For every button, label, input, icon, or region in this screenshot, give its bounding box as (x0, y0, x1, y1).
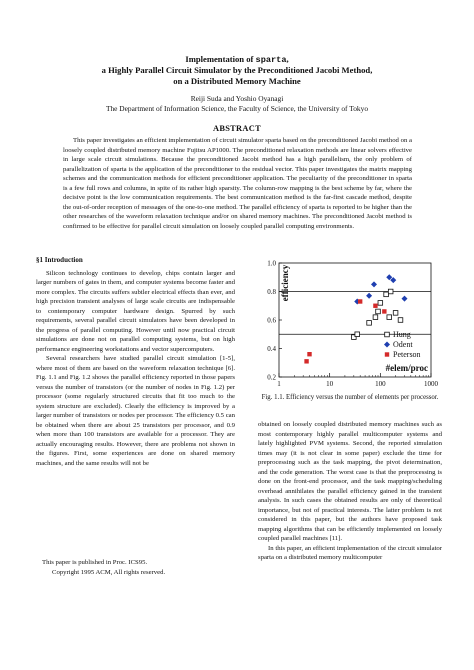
point-peterson (307, 352, 311, 356)
footnote-copyright: Copyright 1995 ACM, All rights reserved. (52, 568, 166, 576)
abstract-heading: ABSTRACT (212, 124, 261, 133)
figure-caption: Fig. 1.1. Efficiency versus the number of elements per processor. (261, 394, 439, 401)
point-peterson (382, 309, 386, 313)
x-tick-label: 100 (375, 380, 386, 388)
paper-title-line3: on a Distributed Memory Machine (173, 76, 301, 86)
right-column (258, 420, 442, 563)
legend-marker-odent (384, 342, 390, 348)
efficiency-chart (255, 255, 445, 395)
point-hung (355, 332, 360, 337)
point-peterson (373, 304, 377, 308)
y-axis-label: efficiency (280, 264, 290, 302)
point-hung (373, 315, 378, 320)
legend-marker-peterson (385, 352, 389, 356)
point-odent (371, 281, 377, 287)
x-tick-label: 1 (277, 380, 281, 388)
right-paragraph-1: obtained on loosely coupled distributed memory machines such as most contemporary highly parallel multicomputer systems and lately highlighted PVM systems. Second, the reported simulation times may (it is not clear in some paper) exclude the time for preprocessing such as the task mapping, the pivot determination, and the code generation. The worst case is that the preprocessing is done on the front-end processor, and the task mapping/scheduling overhead annihilates the parallel efficiency gained in the transient analysis. In such cases the obtained results are only of theoretical importance, but not of practical interests. The latter problem is not considered in this paper, but the authors have proposed task mapping algorithms that can be efficiently implemented on loosely coupled parallel machines [11]. (258, 421, 442, 542)
title-suffix: , (286, 54, 289, 64)
point-peterson (304, 359, 308, 363)
abstract-body (63, 136, 412, 231)
x-axis-label: #elem/proc (385, 363, 428, 373)
authors: Reiji Suda and Yoshio Oyanagi (190, 94, 284, 103)
legend-label-odent: Odent (393, 340, 413, 349)
legend-marker-hung (385, 332, 390, 337)
point-hung (367, 321, 372, 326)
point-hung (376, 309, 381, 314)
point-odent (366, 293, 372, 299)
left-column (36, 256, 235, 468)
chart-plot-area (267, 260, 438, 389)
point-hung (393, 311, 398, 316)
point-hung (378, 301, 383, 306)
point-peterson (358, 299, 362, 303)
intro-paragraph-2: Several researchers have studied parallel circuit simulation [1-5], where most of them are based on the waveform relaxation technique [6]. Fig. 1.1 and Fig. 1.2 shows the parallel efficiency reported in those papers versus the number of transistors (or the number of nodes in Fig. 1.2) per processor (some regularly structured circuits that fit too much to the system structure are excluded). Clearly the efficiency is improved by a larger number of transistors or nodes per processor. The efficiency 0.5 can be obtained when there are about 25 transistors per processor, and 0.9 when more than 100 transistors are available for a processor. They are actually encouraging results. However, there are problems not shown in the figures. First, some experiences are done on shared memory machines, and the same results will not be (36, 355, 235, 467)
section-heading: §1 Introduction (36, 256, 83, 264)
abstract-text: This paper investigates an efficient implementation of circuit simulator sparta based on the preconditioned Jacobi method on a loosely coupled distributed memory machine Fujitsu AP1000. The preconditioned relaxation methods are linear solvers effective in large scale circuit simulations. Because the preconditioned Jacobi method has a high parallelism, the only problem of parallelization of sparta is the application of the preconditioner to the residual vector. This paper investigates the matrix mapping schemes and the communication methods for efficient preconditioner application. The peculiarity of the preconditioner in sparta is a few full rows and columns, in spite of its rather high sparsity. The column-row mapping is the best scheme by far, where the decisive point is the low communication requirements. The best communication method is the far-first cascade method, despite the out-of-order reception of messages of the one-to-one method. The parallel efficiency of sparta is reported to be higher than the other researches of the waveform relaxation technique and/or on shared memory machines. The preconditioned Jacobi method is confirmed to be effective for parallel circuit simulation on loosely coupled parallel computing environments. (63, 137, 412, 230)
title-code: sparta (255, 55, 287, 65)
right-paragraph-2: In this paper, an efficient implementation of the circuit simulator sparta on a distributed memory multicomputer (258, 544, 442, 561)
y-tick-label: 0.2 (267, 373, 276, 382)
y-tick-label: 0.8 (267, 288, 276, 296)
footnote-publication: This paper is published in Proc. ICS95. (42, 559, 148, 566)
point-hung (384, 292, 389, 297)
point-hung (398, 318, 403, 323)
y-tick-label: 1.0 (267, 259, 276, 268)
legend-label-peterson: Peterson (393, 350, 421, 359)
x-tick-label: 1000 (424, 380, 438, 388)
point-hung (387, 315, 392, 320)
y-tick-label: 0.4 (267, 345, 276, 353)
title-prefix: Implementation of (185, 54, 256, 64)
intro-paragraph-1: Silicon technology continues to develop, chips contain larger and larger numbers of gates in them, and computer systems become faster and more complex. The circuits suffers subtler electrical effects than ever, and high precision transient analyses of large scale circuits are indispensable to contemporary computer hardware design. Spurred by such requirements, several parallel circuit simulators have been developed in the progress of parallel computing. However until now practical circuit simulations are done not on parallel computing systems, but on high performance engineering workstations and vector supercomputers. (36, 269, 235, 353)
paper-title-line2: a Highly Parallel Circuit Simulator by the Preconditioned Jacobi Method, (101, 65, 373, 75)
legend-label-hung: Hung (393, 330, 411, 339)
y-tick-label: 0.6 (267, 316, 276, 325)
point-odent (402, 296, 408, 302)
plot-frame (279, 263, 431, 377)
affiliation: The Department of Information Science, the Faculty of Science, the University of Tokyo (105, 104, 369, 113)
x-tick-label: 10 (326, 380, 334, 388)
point-hung (388, 289, 393, 294)
footnote (42, 558, 232, 577)
